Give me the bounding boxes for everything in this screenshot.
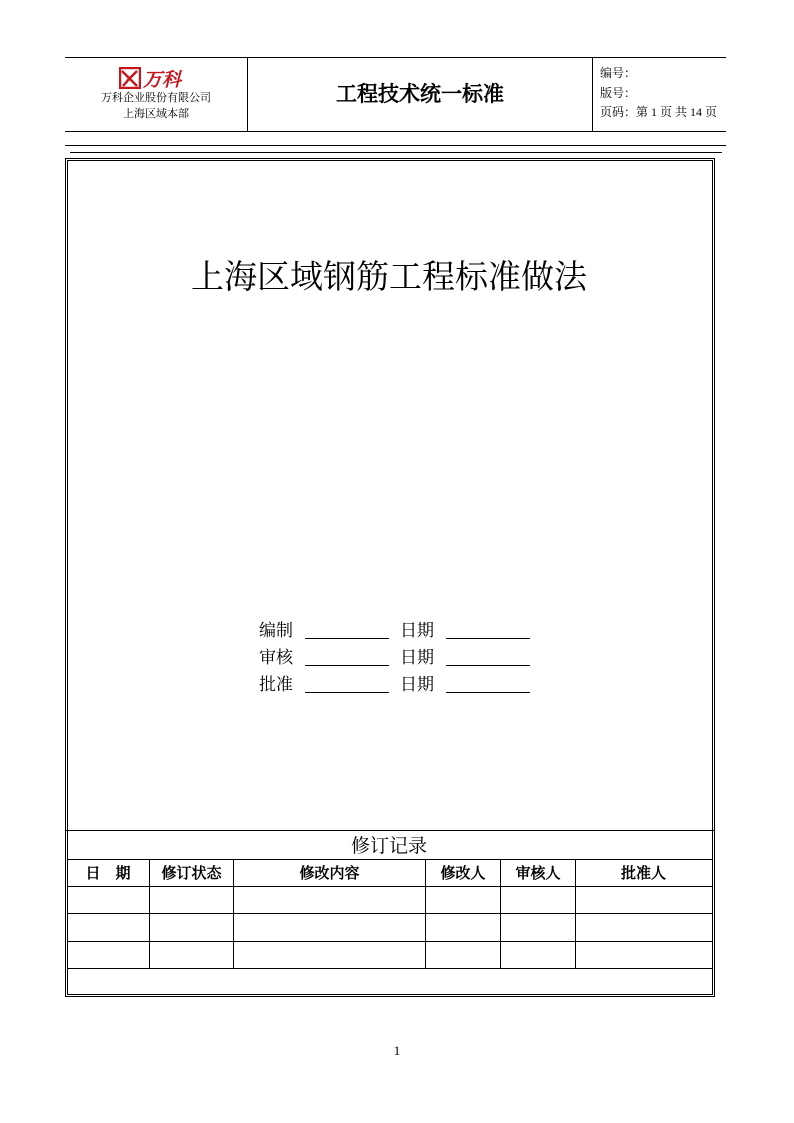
table-border [67, 968, 713, 969]
table-border [67, 913, 713, 914]
signoff-name-line [305, 665, 389, 666]
company-cell [65, 58, 248, 131]
col-header-approver: 批准人 [620, 864, 666, 882]
signoff-name-line [305, 638, 389, 639]
signoff-date-label: 日期 [400, 648, 434, 668]
table-border [65, 830, 715, 831]
logo-text: 万科 [143, 69, 182, 91]
table-border [67, 941, 713, 942]
vanke-logo-icon [119, 67, 141, 89]
signoff-date-line [446, 692, 530, 693]
standard-title-cell [248, 58, 593, 131]
signoff-label: 审核 [259, 648, 293, 668]
col-header-content: 修改内容 [299, 864, 360, 882]
col-header-reviewer: 审核人 [515, 864, 561, 882]
col-header-modifier: 修改人 [440, 864, 486, 882]
document-header [65, 57, 726, 132]
signoff-row-compile [259, 620, 549, 644]
signoff-date-line [446, 665, 530, 666]
department-name: 上海区域本部 [123, 107, 189, 120]
page-info: 页码：第 1 页 共 14 页 [600, 105, 718, 119]
vanke-logo [119, 67, 199, 89]
signoff-row-approve [259, 674, 549, 698]
revision-title: 修订记录 [350, 835, 427, 857]
meta-cell [593, 58, 726, 131]
page-number: 1 [393, 1043, 401, 1058]
code-label: 编号： [600, 66, 637, 80]
col-header-date: 日 期 [85, 864, 131, 882]
company-name: 万科企业股份有限公司 [101, 91, 211, 104]
header-divider [65, 145, 726, 146]
header-divider-2 [70, 152, 722, 153]
signoff-row-review [259, 647, 549, 671]
standard-title: 工程技术统一标准 [336, 82, 504, 106]
document-title: 上海区域钢筋工程标准做法 [191, 257, 587, 296]
signoff-label: 编制 [259, 621, 293, 641]
version-label: 版号： [600, 86, 637, 100]
signoff-label: 批准 [259, 675, 293, 695]
signoff-date-label: 日期 [400, 675, 434, 695]
signoff-date-line [446, 638, 530, 639]
signoff-name-line [305, 692, 389, 693]
signoff-date-label: 日期 [400, 621, 434, 641]
col-header-status: 修订状态 [161, 864, 222, 882]
